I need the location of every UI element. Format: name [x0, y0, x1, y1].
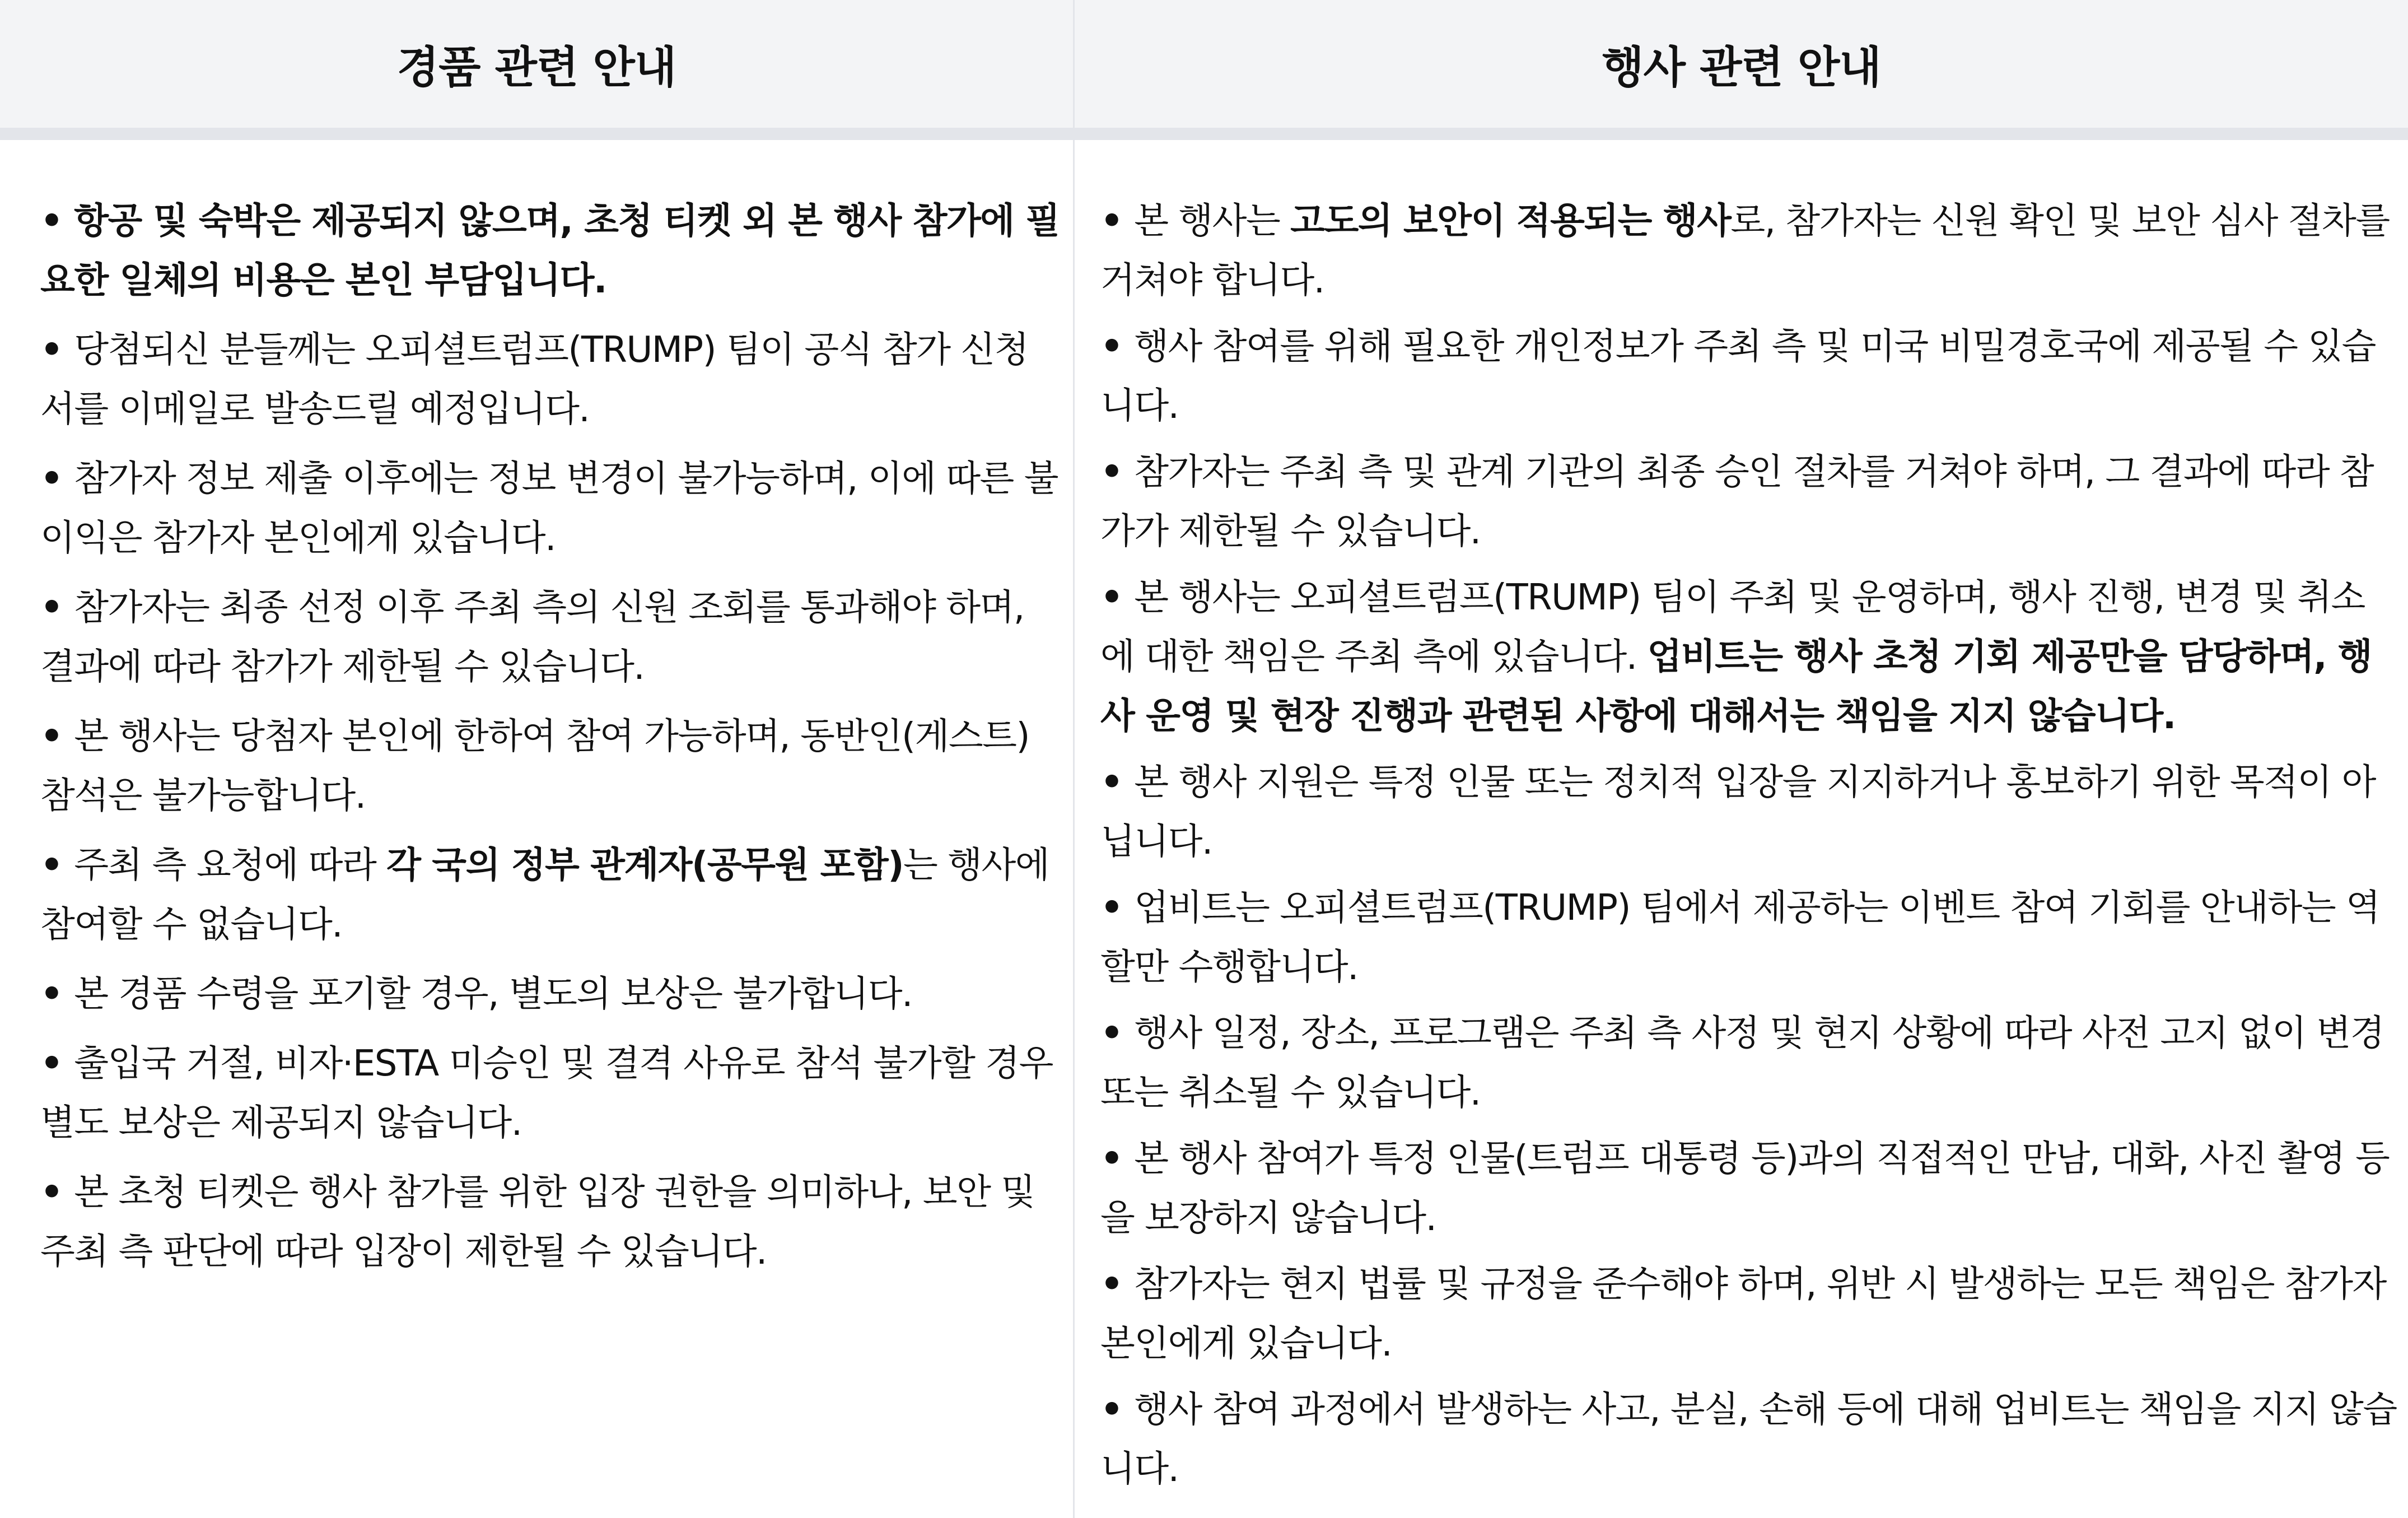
item-bold-text: 고도의 보안이 적용되는 행사: [1290, 201, 1731, 242]
event-notice-list: [1075, 140, 2408, 1518]
list-item: [40, 836, 1062, 954]
item-text: 로, 참가자는 신원 확인 및 보안 심사 절차를 거쳐야 합니다.: [1100, 201, 2390, 301]
list-item: [1100, 1255, 2397, 1373]
item-text: 본 행사는 오피셜트럼프(TRUMP) 팀이 주최 및 운영하며, 행사 진행, 변경 및 취소에 대한 책임은 주최 측에 있습니다.: [1100, 577, 2365, 678]
bullet-icon: •: [40, 974, 74, 1015]
item-text: 참가자는 현지 법률 및 규정을 준수해야 하며, 위반 시 발생하는 모든 책임은 참가자 본인에게 있습니다.: [1100, 1264, 2386, 1365]
item-text: 참가자는 주최 측 및 관계 기관의 최종 승인 절차를 거쳐야 하며, 그 결과에 따라 참가가 제한될 수 있습니다.: [1100, 451, 2374, 552]
prize-notice-header: [0, 0, 1075, 140]
item-text: 업비트는 오피셜트럼프(TRUMP) 팀에서 제공하는 이벤트 참여 기회를 안내하는 역할만 수행합니다.: [1100, 887, 2380, 988]
item-text: 행사 참여를 위해 필요한 개인정보가 주최 측 및 미국 비밀경호국에 제공될 수 있습니다.: [1100, 326, 2376, 427]
event-notice-title: 행사 관련 안내: [1602, 43, 1881, 93]
item-text: 본 행사 참여가 특정 인물(트럼프 대통령 등)과의 직접적인 만남, 대화, 사진 촬영 등을 보장하지 않습니다.: [1100, 1138, 2390, 1239]
item-text: 당첨되신 분들께는 오피셜트럼프(TRUMP) 팀이 공식 참가 신청서를 이메일로 발송드릴 예정입니다.: [40, 329, 1029, 430]
bullet-icon: •: [40, 1043, 74, 1084]
item-bold-text: 업비트는 행사 초청 기회 제공만을 담당하며, 행사 운영 및 현장 진행과 관련된 사항에 대해서는 책임을 지지 않습니다.: [1100, 636, 2372, 737]
list-item: [40, 192, 1062, 310]
bullet-icon: •: [40, 845, 74, 886]
list-item: [40, 1034, 1062, 1153]
bullet-icon: •: [1100, 1264, 1135, 1305]
item-text: 본 초청 티켓은 행사 참가를 위한 입장 권한을 의미하나, 보안 및 주최 측 판단에 따라 입장이 제한될 수 있습니다.: [40, 1172, 1035, 1273]
bullet-icon: •: [1100, 451, 1135, 493]
bullet-icon: •: [1100, 1389, 1135, 1431]
bullet-icon: •: [1100, 201, 1135, 242]
item-text: 본 경품 수령을 포기할 경우, 별도의 보상은 불가합니다.: [74, 974, 912, 1015]
bullet-icon: •: [1100, 887, 1135, 929]
item-text: 참가자는 최종 선정 이후 주최 측의 신원 조회를 통과해야 하며, 결과에 따라 참가가 제한될 수 있습니다.: [40, 587, 1024, 688]
list-item: [40, 707, 1062, 826]
item-bold-text: 각 국의 정부 관계자(공무원 포함): [386, 845, 903, 886]
item-text: 본 행사는 당첨자 본인에 한하여 참여 가능하며, 동반인(게스트) 참석은 불가능합니다.: [40, 716, 1029, 817]
event-notice-header: [1075, 0, 2408, 140]
item-text: 참가자 정보 제출 이후에는 정보 변경이 불가능하며, 이에 따른 불이익은 참가자 본인에게 있습니다.: [40, 458, 1058, 559]
list-item: [1100, 753, 2397, 872]
item-text: 행사 참여 과정에서 발생하는 사고, 분실, 손해 등에 대해 업비트는 책임을 지지 않습니다.: [1100, 1389, 2397, 1490]
bullet-icon: •: [1100, 577, 1135, 618]
bullet-icon: •: [40, 587, 74, 628]
list-item: [1100, 1380, 2397, 1499]
prize-notice-list: [0, 140, 1075, 1518]
list-item: [1100, 317, 2397, 436]
bullet-icon: •: [40, 716, 74, 757]
bullet-icon: •: [1100, 1013, 1135, 1054]
list-item: [1100, 1129, 2397, 1248]
item-text: 는 행사에 참여할 수 없습니다.: [40, 845, 1049, 946]
list-item: [40, 1163, 1062, 1282]
list-item: [1100, 192, 2397, 310]
list-item: [40, 965, 1062, 1024]
bullet-icon: •: [40, 1172, 74, 1213]
item-bold-text: 항공 및 숙박은 제공되지 않으며, 초청 티켓 외 본 행사 참가에 필요한 일체의 비용은 본인 부담입니다.: [40, 201, 1060, 301]
item-text: 본 행사는: [1134, 201, 1291, 242]
bullet-icon: •: [1100, 762, 1135, 803]
item-text: 주최 측 요청에 따라: [74, 845, 387, 886]
list-item: [40, 449, 1062, 568]
bullet-icon: •: [40, 201, 74, 242]
bullet-icon: •: [40, 458, 74, 500]
list-item: [40, 578, 1062, 697]
list-item: [1100, 443, 2397, 561]
list-item: [40, 320, 1062, 439]
item-text: 출입국 거절, 비자·ESTA 미승인 및 결격 사유로 참석 불가할 경우 별도 보상은 제공되지 않습니다.: [40, 1043, 1053, 1144]
list-item: [1100, 568, 2397, 746]
bullet-icon: •: [1100, 326, 1135, 367]
bullet-icon: •: [1100, 1138, 1135, 1180]
item-text: 행사 일정, 장소, 프로그램은 주최 측 사정 및 현지 상황에 따라 사전 고지 없이 변경 또는 취소될 수 있습니다.: [1100, 1013, 2384, 1114]
bullet-icon: •: [40, 329, 74, 371]
list-item: [1100, 878, 2397, 997]
prize-notice-title: 경품 관련 안내: [396, 43, 676, 93]
list-item: [1100, 1004, 2397, 1123]
item-text: 본 행사 지원은 특정 인물 또는 정치적 입장을 지지하거나 홍보하기 위한 목적이 아닙니다.: [1100, 762, 2376, 863]
